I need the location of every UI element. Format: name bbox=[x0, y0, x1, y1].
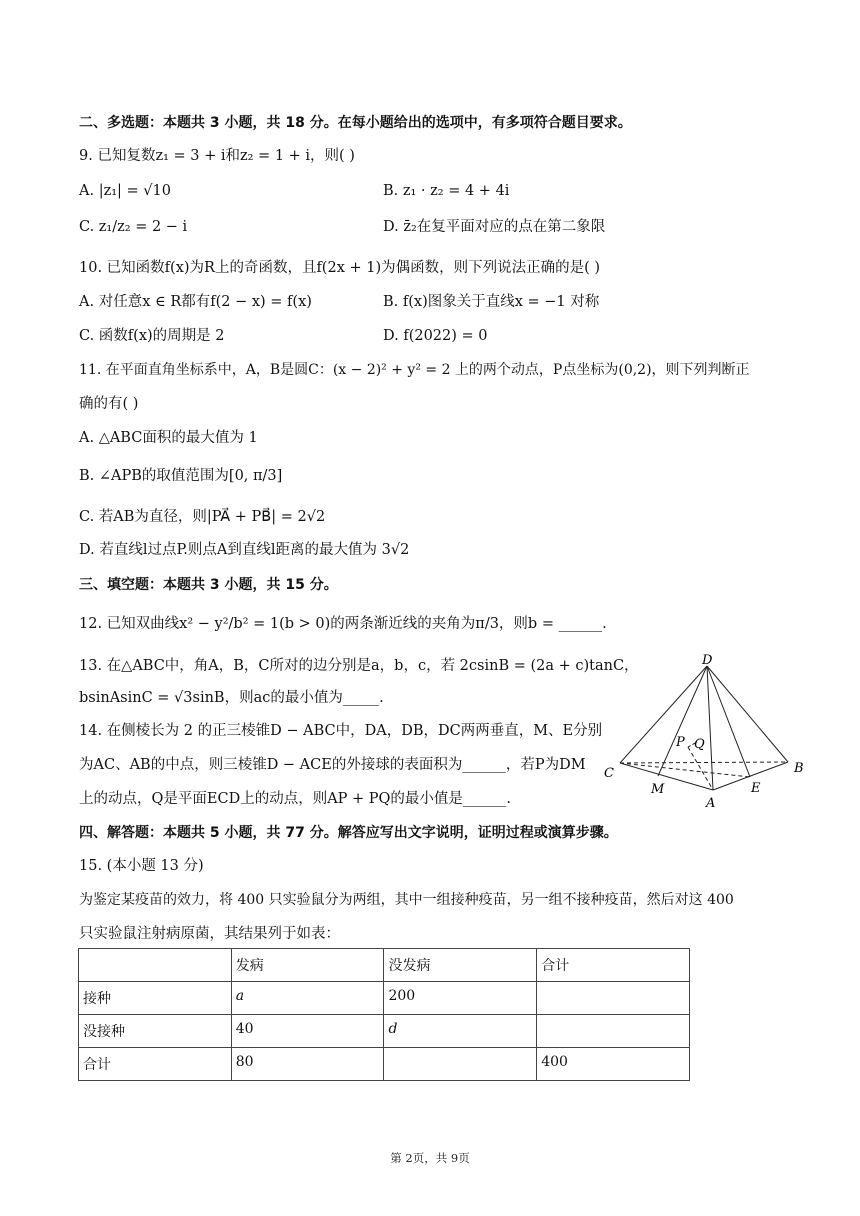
pyramid-figure bbox=[600, 650, 815, 810]
question-14-line2: 为AC、AB的中点，则三棱锥D − ACE的外接球的表面积为______，若P为DM bbox=[79, 757, 586, 773]
question-11-stem-line1: 11. 在平面直角坐标系中，A，B是圆C：(x − 2)² + y² = 2 上的两个动点，P点坐标为(0,2)，则下列判断正 bbox=[79, 362, 750, 378]
table-row bbox=[79, 1015, 690, 1048]
question-14-line3: 上的动点，Q是平面ECD上的动点，则AP + PQ的最小值是______. bbox=[79, 791, 512, 807]
table-cell: 发病 bbox=[231, 949, 384, 982]
label-m: M bbox=[651, 782, 665, 797]
table-cell bbox=[79, 949, 232, 982]
q11-option-c: C. 若AB为直径，则|PA⃗ + PB⃗| = 2√2 bbox=[79, 509, 326, 525]
question-13-line1: 13. 在△ABC中，角A，B，C所对的边分别是a，b，c，若 2csinB = (2a + c)tanC， bbox=[79, 658, 639, 674]
label-c: C bbox=[604, 766, 614, 781]
q10-option-a: A. 对任意x ∈ R都有f(2 − x) = f(x) bbox=[79, 294, 312, 310]
table-cell: 200 bbox=[384, 982, 537, 1015]
table-cell: 40 bbox=[231, 1015, 384, 1048]
question-11-stem-line2: 确的有( ) bbox=[79, 396, 139, 412]
table-row bbox=[79, 1048, 690, 1081]
table-cell bbox=[384, 1048, 537, 1081]
q10-option-b: B. f(x)图象关于直线x = −1 对称 bbox=[383, 294, 600, 310]
page-footer: 第 2页，共 9页 bbox=[390, 1151, 470, 1165]
label-e: E bbox=[751, 781, 761, 796]
label-p: P bbox=[676, 735, 685, 750]
label-q: Q bbox=[694, 737, 705, 752]
table-cell: d bbox=[384, 1015, 537, 1048]
label-a: A bbox=[706, 796, 716, 810]
table-cell bbox=[537, 1015, 690, 1048]
q9-option-d: D. z̄₂在复平面对应的点在第二象限 bbox=[383, 219, 606, 235]
question-15-title: 15. (本小题 13 分) bbox=[79, 858, 204, 874]
table-cell: 80 bbox=[231, 1048, 384, 1081]
q11-option-a: A. △ABC面积的最大值为 1 bbox=[79, 430, 258, 446]
section-heading-solutions: 四、解答题：本题共 5 小题，共 77 分。解答应写出文字说明，证明过程或演算步骤。 bbox=[79, 825, 618, 841]
table-row bbox=[79, 982, 690, 1015]
q10-option-c: C. 函数f(x)的周期是 2 bbox=[79, 328, 225, 344]
table-cell: 没接种 bbox=[79, 1015, 232, 1048]
table-cell bbox=[537, 982, 690, 1015]
q9-option-b: B. z₁ · z₂ = 4 + 4i bbox=[383, 183, 510, 199]
table-cell: 400 bbox=[537, 1048, 690, 1081]
table-cell: a bbox=[231, 982, 384, 1015]
label-b: B bbox=[794, 761, 804, 776]
q9-option-c: C. z₁/z₂ = 2 − i bbox=[79, 219, 188, 235]
q11-option-d: D. 若直线l过点P.则点A到直线l距离的最大值为 3√2 bbox=[79, 542, 410, 558]
table-header-row bbox=[79, 949, 690, 982]
vaccine-table bbox=[78, 948, 690, 1081]
question-13-line2: bsinAsinC = √3sinB，则ac的最小值为_____. bbox=[79, 690, 384, 706]
table-cell: 合计 bbox=[537, 949, 690, 982]
label-d: D bbox=[702, 653, 713, 668]
q11-option-b: B. ∠APB的取值范围为[0, π/3] bbox=[79, 468, 283, 484]
table-cell: 没发病 bbox=[384, 949, 537, 982]
table-cell: 合计 bbox=[79, 1048, 232, 1081]
question-15-line2: 只实验鼠注射病原菌，其结果列于如表： bbox=[79, 926, 340, 942]
question-9-stem: 9. 已知复数z₁ = 3 + i和z₂ = 1 + i，则( ) bbox=[79, 148, 355, 164]
question-12: 12. 已知双曲线x² − y²/b² = 1(b > 0)的两条渐近线的夹角为π/3，则b = ______. bbox=[79, 616, 607, 632]
question-10-stem: 10. 已知函数f(x)为R上的奇函数，且f(2x + 1)为偶函数，则下列说法正确的是( ) bbox=[79, 260, 601, 276]
q10-option-d: D. f(2022) = 0 bbox=[383, 328, 488, 344]
table-cell: 接种 bbox=[79, 982, 232, 1015]
section-heading-multiple-choice: 二、多选题：本题共 3 小题，共 18 分。在每小题给出的选项中，有多项符合题目要求。 bbox=[79, 115, 632, 131]
question-14-line1: 14. 在侧棱长为 2 的正三棱锥D − ABC中，DA，DB，DC两两垂直，M、E分别 bbox=[79, 723, 603, 739]
q9-option-a: A. |z₁| = √10 bbox=[79, 183, 171, 199]
section-heading-fill-in: 三、填空题：本题共 3 小题，共 15 分。 bbox=[79, 577, 338, 593]
question-15-line1: 为鉴定某疫苗的效力，将 400 只实验鼠分为两组，其中一组接种疫苗，另一组不接种疫苗，然后对这 400 bbox=[79, 892, 734, 908]
